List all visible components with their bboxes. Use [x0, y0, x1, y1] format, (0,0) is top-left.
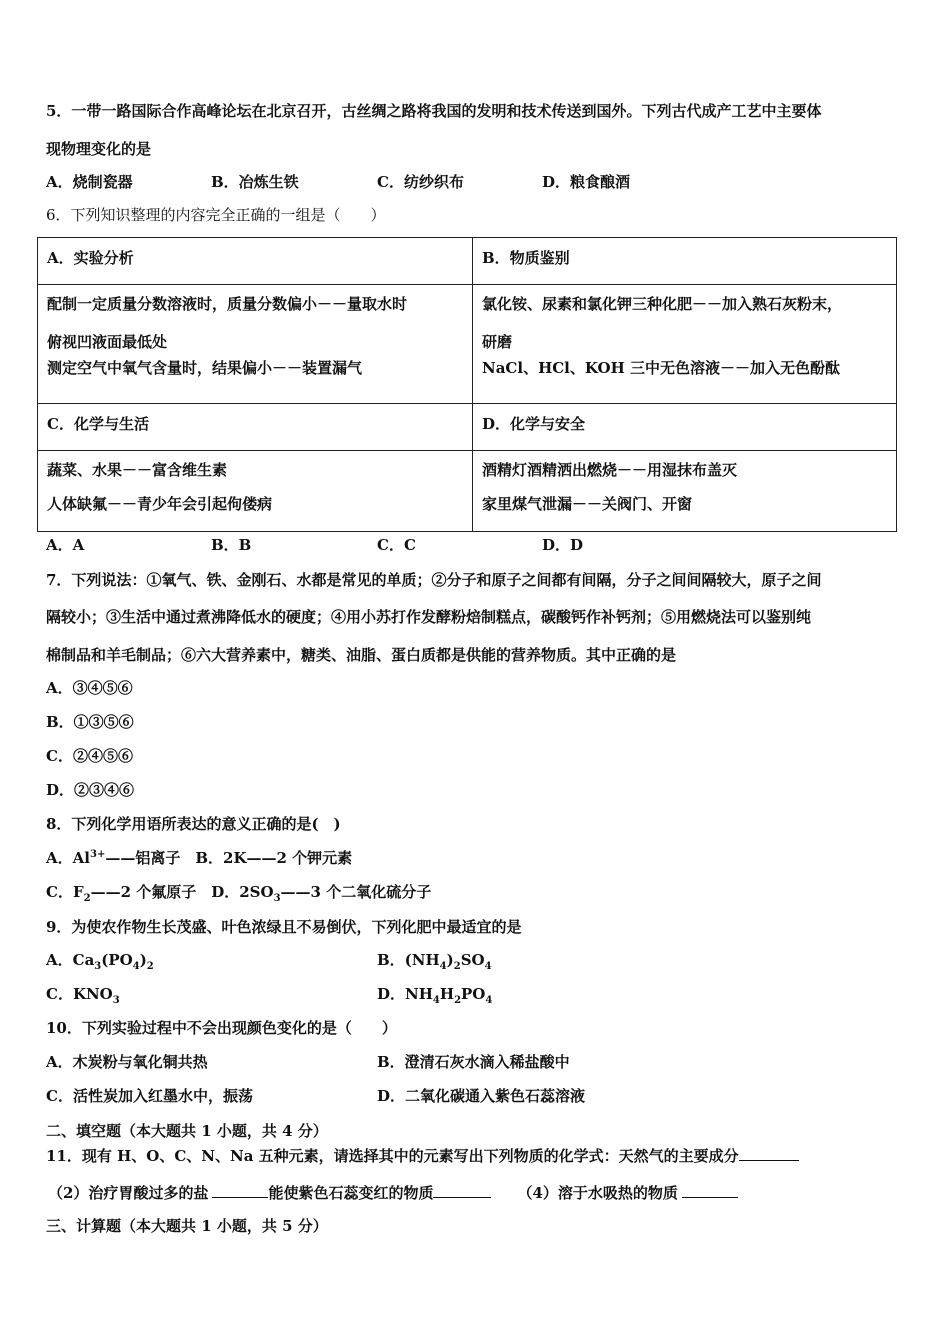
q9-stem: 9．为使农作物生长茂盛、叶色浓绿且不易倒伏，下列化肥中最适宜的是 — [46, 918, 522, 936]
q10-option-a: A．木炭粉与氧化铜共热 — [46, 1053, 208, 1071]
cell-a-body: 配制一定质量分数溶液时，质量分数偏小－－量取水时 俯视凹液面最低处 测定空气中氧气含量时，结果偏小－－装置漏气 — [38, 285, 473, 404]
q6-option-c: C．C — [377, 536, 416, 554]
q10-option-d: D．二氧化碳通入紫色石蕊溶液 — [377, 1087, 586, 1105]
q10-stem: 10．下列实验过程中不会出现颜色变化的是（ ） — [46, 1019, 397, 1037]
q8-options-ab: A．$Al^{3+}——$铝离子 B．2K——2 个钾元素 — [46, 849, 353, 867]
q7-stem-line3: 棉制品和羊毛制品；⑥六大营养素中，糖类、油脂、蛋白质都是供能的营养物质。其中正确的是 — [46, 646, 677, 664]
q9-option-d: D．$NH_4H_2PO_4$ — [377, 985, 493, 1006]
q9-option-a: A．$Ca_3(PO_4)_2$ — [46, 951, 154, 972]
section-2-heading: 二、填空题（本大题共 1 小题，共 4 分） — [46, 1122, 328, 1140]
q6-stem: 6．下列知识整理的内容完全正确的一组是（ ） — [46, 206, 386, 224]
q7-option-c: C．②④⑤⑥ — [46, 747, 133, 765]
cell-a-head: A．实验分析 — [38, 238, 473, 285]
q8-options-cd: C．$F_2——2$ 个氟原子 D．$2SO_3——3$ 个二氧化硫分子 — [46, 883, 432, 904]
q11-stem-line2: （2）治疗胃酸过多的盐 能使紫色石蕊变红的物质 （4）溶于水吸热的物质 — [48, 1183, 738, 1203]
q6-knowledge-table — [37, 237, 897, 532]
q9-option-b: B．$(NH_4)_2SO_4$ — [377, 951, 492, 972]
q5-option-d: D．粮食酿酒 — [542, 173, 631, 191]
cell-d-head: D．化学与安全 — [473, 404, 897, 451]
q7-option-b: B．①③⑤⑥ — [46, 713, 134, 731]
q7-option-d: D．②③④⑥ — [46, 781, 135, 799]
q10-option-c: C．活性炭加入红墨水中，振荡 — [46, 1087, 253, 1105]
q5-option-c: C．纺纱织布 — [377, 173, 464, 191]
cell-d-body: 酒精灯酒精洒出燃烧－－用湿抹布盖灭 家里煤气泄漏－－关阀门、开窗 — [473, 451, 897, 532]
q5-option-b: B．冶炼生铁 — [211, 173, 299, 191]
q6-option-a: A．A — [46, 536, 85, 554]
q6-option-d: D．D — [542, 536, 584, 554]
cell-c-body: 蔬菜、水果－－富含维生素 人体缺氟－－青少年会引起佝偻病 — [38, 451, 473, 532]
q7-option-a: A．③④⑤⑥ — [46, 679, 133, 697]
cell-b-body: 氯化铵、尿素和氯化钾三种化肥－－加入熟石灰粉末， 研磨 NaCl、HCl、KOH 三中无色溶液－－加入无色酚酞 — [473, 285, 897, 404]
section-3-heading: 三、计算题（本大题共 1 小题，共 5 分） — [46, 1217, 328, 1235]
q9-option-c: C．$KNO_3$ — [46, 985, 120, 1006]
cell-c-head: C．化学与生活 — [38, 404, 473, 451]
q6-option-b: B．B — [211, 536, 252, 554]
q8-stem: 8．下列化学用语所表达的意义正确的是( ) — [46, 815, 341, 833]
q10-option-b: B．澄清石灰水滴入稀盐酸中 — [377, 1053, 570, 1071]
q5-option-a: A．烧制瓷器 — [46, 173, 133, 191]
q5-stem-line1: 5．一带一路国际合作高峰论坛在北京召开，古丝绸之路将我国的发明和技术传送到国外。下列古代成产工艺中主要体 — [46, 102, 822, 120]
q5-stem-line2: 现物理变化的是 — [46, 140, 152, 158]
cell-b-head: B．物质鉴别 — [473, 238, 897, 285]
q7-stem-line2: 隔较小；③生活中通过煮沸降低水的硬度；④用小苏打作发酵粉焙制糕点，碳酸钙作补钙剂；⑤用燃烧法可以鉴别纯 — [46, 608, 812, 626]
q11-stem-line1: 11．现有 H、O、C、N、Na 五种元素，请选择其中的元素写出下列物质的化学式：天然气的主要成分 — [46, 1146, 799, 1166]
q7-stem-line1: 7．下列说法：①氧气、铁、金刚石、水都是常见的单质；②分子和原子之间都有间隔，分子之间间隔较大，原子之间 — [46, 571, 822, 589]
